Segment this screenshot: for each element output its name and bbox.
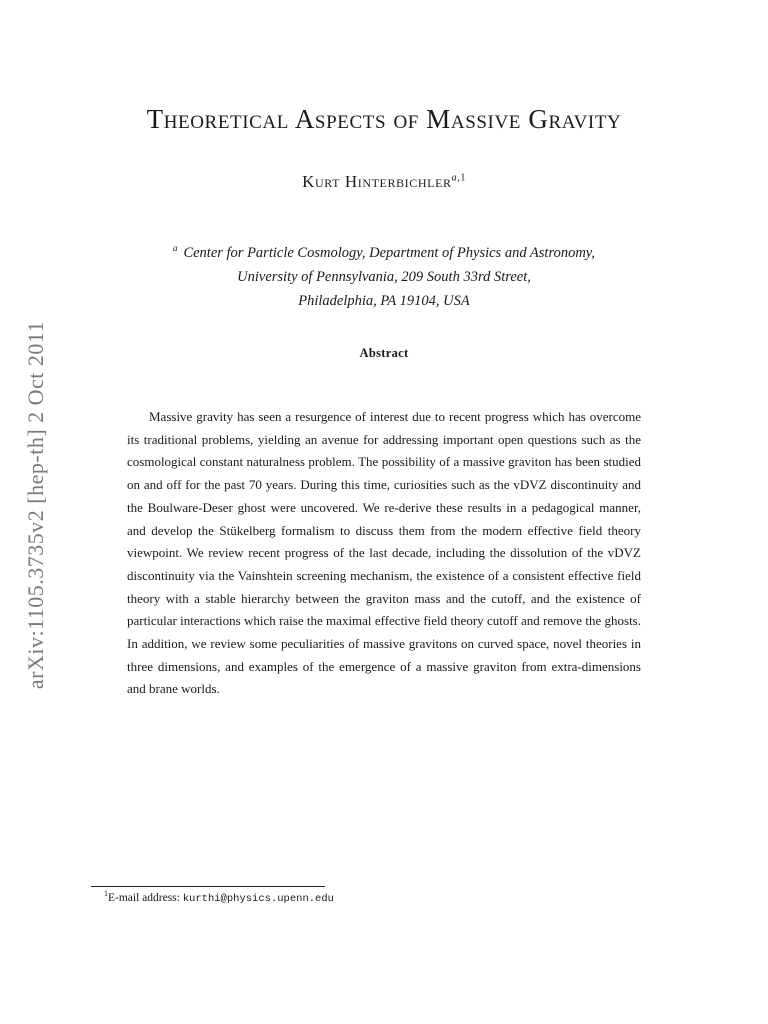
affiliation-line-1 — [0, 236, 768, 265]
author-superscript — [452, 172, 466, 183]
affiliation-line-2: University of Pennsylvania, 209 South 33rd Street, — [237, 268, 531, 285]
footnote — [104, 889, 334, 905]
paper-title: Theoretical Aspects of Massive Gravity — [146, 104, 622, 134]
author-line — [0, 172, 768, 192]
arxiv-identifier: arXiv:1105.3735v2 [hep-th] 2 Oct 2011 — [23, 320, 48, 690]
footnote-email[interactable]: kurthi@physics.upenn.edu — [182, 892, 334, 905]
abstract-heading: Abstract — [359, 346, 409, 360]
affiliation-text-1: Center for Particle Cosmology, Department of Physics and Astronomy, — [183, 244, 596, 261]
author-name: Kurt Hinterbichler — [302, 172, 452, 191]
abstract-text: Massive gravity has seen a resurgence of interest due to recent progress which has overcome its traditional problems, yielding an avenue for addressing important open questions such as the cosmological constant naturalness problem. The possibility of a massive graviton has been studied on and off for the past 70 years. During this time, curiosities such as the vDVZ discontinuity and the Boulware-Deser ghost were uncovered. We re-derive these results in a pedagogical manner, and develop the Stükelberg formalism to discuss them from the modern effective field theory viewpoint. We review recent progress of the last decade, including the dissolution of the vDVZ discontinuity via the Vainshtein screening mechanism, the existence of a consistent effective field theory with a stable hierarchy between the graviton mass and the cutoff, and the existence of particular interactions which raise the maximal effective field theory cutoff and remove the ghosts. In addition, we review some peculiarities of massive gravitons on curved space, novel theories in three dimensions, and examples of the emergence of a massive graviton from extra-dimensions and brane worlds. — [127, 409, 641, 697]
affiliation-block — [0, 236, 768, 313]
affiliation-line-3: Philadelphia, PA 19104, USA — [298, 292, 470, 309]
footnote-label: E-mail address: — [108, 891, 183, 904]
author-footnote-mark: ,1 — [457, 172, 466, 184]
footnote-mark: 1 — [104, 889, 108, 898]
author-affiliation-mark: a — [451, 172, 458, 184]
footnote-rule — [91, 886, 325, 887]
affiliation-mark: a — [172, 243, 178, 253]
